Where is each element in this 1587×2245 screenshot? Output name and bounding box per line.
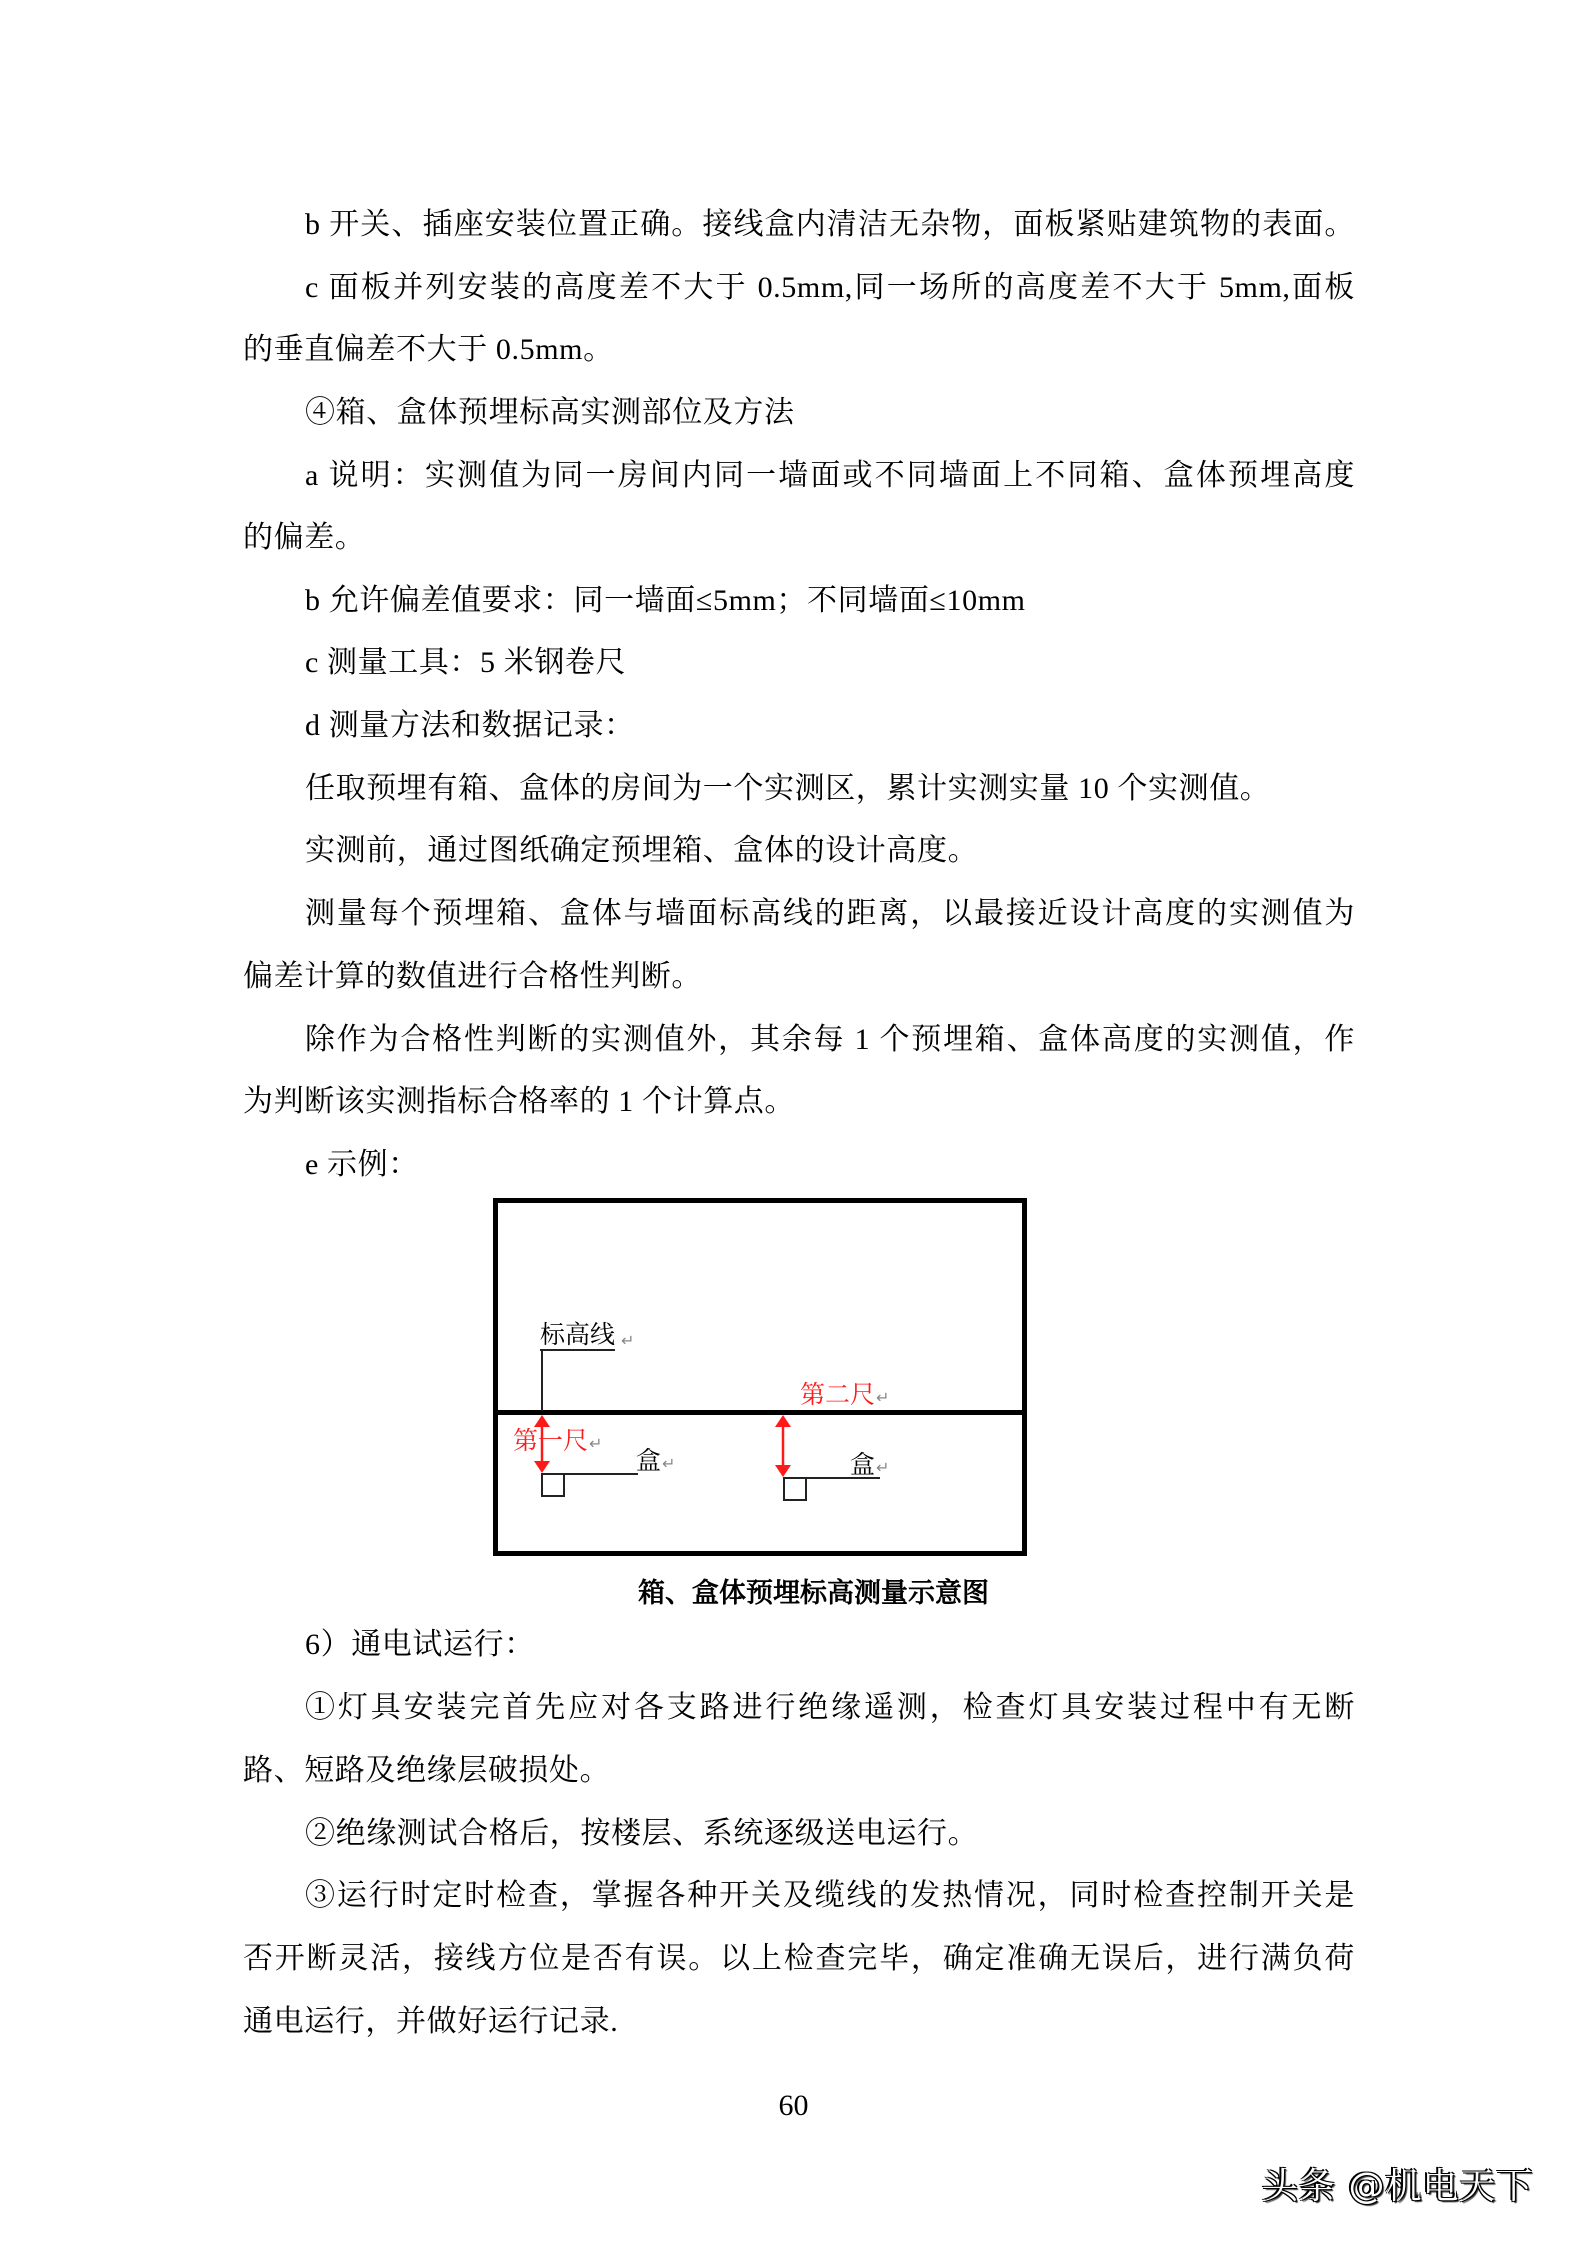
section-heading: 6）通电试运行： xyxy=(305,1628,535,1661)
paragraph-line: b 开关、插座安装位置正确。接线盒内清洁无杂物，面板紧贴建筑物的表面。 xyxy=(305,208,1355,241)
box-label-1: 盒↵ xyxy=(636,1446,676,1475)
second-measure-arrow-icon xyxy=(775,1415,791,1477)
page-number: 60 xyxy=(778,2089,809,2122)
junction-box-2 xyxy=(783,1477,807,1501)
second-measure-label: 第二尺↵ xyxy=(800,1380,890,1409)
paragraph-line: 实测前，通过图纸确定预埋箱、盒体的设计高度。 xyxy=(305,834,979,867)
paragraph-line: 测量每个预埋箱、盒体与墙面标高线的距离，以最接近设计高度的实测值为 xyxy=(305,897,1355,930)
return-mark-icon: ↵ xyxy=(876,1458,890,1477)
paragraph-line: ③运行时定时检查，掌握各种开关及缆线的发热情况，同时检查控制开关是 xyxy=(305,1879,1355,1912)
box-label-2: 盒↵ xyxy=(850,1450,890,1479)
first-measure-label: 第一尺↵ xyxy=(513,1426,603,1455)
elevation-line-label: 标高线 xyxy=(540,1320,616,1349)
section-heading: ④箱、盒体预埋标高实测部位及方法 xyxy=(305,396,795,429)
box-leader-1 xyxy=(564,1473,638,1475)
paragraph-line: 通电运行，并做好运行记录. xyxy=(243,2005,619,2038)
paragraph-line: c 面板并列安装的高度差不大于 0.5mm,同一场所的高度差不大于 5mm,面板 xyxy=(305,271,1355,304)
return-mark-icon: ↵ xyxy=(876,1388,890,1407)
paragraph-line: ②绝缘测试合格后，按楼层、系统逐级送电运行。 xyxy=(305,1817,979,1850)
watermark: 头条 @机电天下 xyxy=(1262,2166,1534,2207)
paragraph-line: e 示例： xyxy=(305,1148,419,1181)
paragraph-line: 除作为合格性判断的实测值外，其余每 1 个预埋箱、盒体高度的实测值，作 xyxy=(305,1023,1355,1056)
paragraph-line: d 测量方法和数据记录： xyxy=(305,709,635,742)
paragraph-line: a 说明：实测值为同一房间内同一墙面或不同墙面上不同箱、盒体预埋高度 xyxy=(305,459,1355,492)
paragraph-line: 偏差计算的数值进行合格性判断。 xyxy=(243,960,702,993)
junction-box-1 xyxy=(541,1473,565,1497)
paragraph-line: b 允许偏差值要求：同一墙面≤5mm；不同墙面≤10mm xyxy=(305,584,1026,617)
figure-caption: 箱、盒体预埋标高测量示意图 xyxy=(638,1578,989,1608)
return-mark-icon: ↵ xyxy=(589,1434,603,1453)
paragraph-line: 为判断该实测指标合格率的 1 个计算点。 xyxy=(243,1085,795,1118)
return-mark-icon: ↵ xyxy=(662,1454,676,1473)
paragraph-line: c 测量工具：5 米钢卷尺 xyxy=(305,646,627,679)
paragraph-line: 的垂直偏差不大于 0.5mm。 xyxy=(243,333,614,366)
paragraph-line: ①灯具安装完首先应对各支路进行绝缘遥测，检查灯具安装过程中有无断 xyxy=(305,1691,1355,1724)
paragraph-line: 任取预埋有箱、盒体的房间为一个实测区，累计实测实量 10 个实测值。 xyxy=(305,772,1271,805)
leader-line xyxy=(541,1351,543,1411)
paragraph-line: 否开断灵活，接线方位是否有误。以上检查完毕，确定准确无误后，进行满负荷 xyxy=(243,1942,1355,1975)
measurement-diagram xyxy=(493,1198,1027,1556)
return-mark-icon: ↵ xyxy=(621,1331,635,1350)
elevation-line xyxy=(498,1410,1022,1415)
paragraph-line: 路、短路及绝缘层破损处。 xyxy=(243,1754,611,1787)
paragraph-line: 的偏差。 xyxy=(243,521,366,554)
